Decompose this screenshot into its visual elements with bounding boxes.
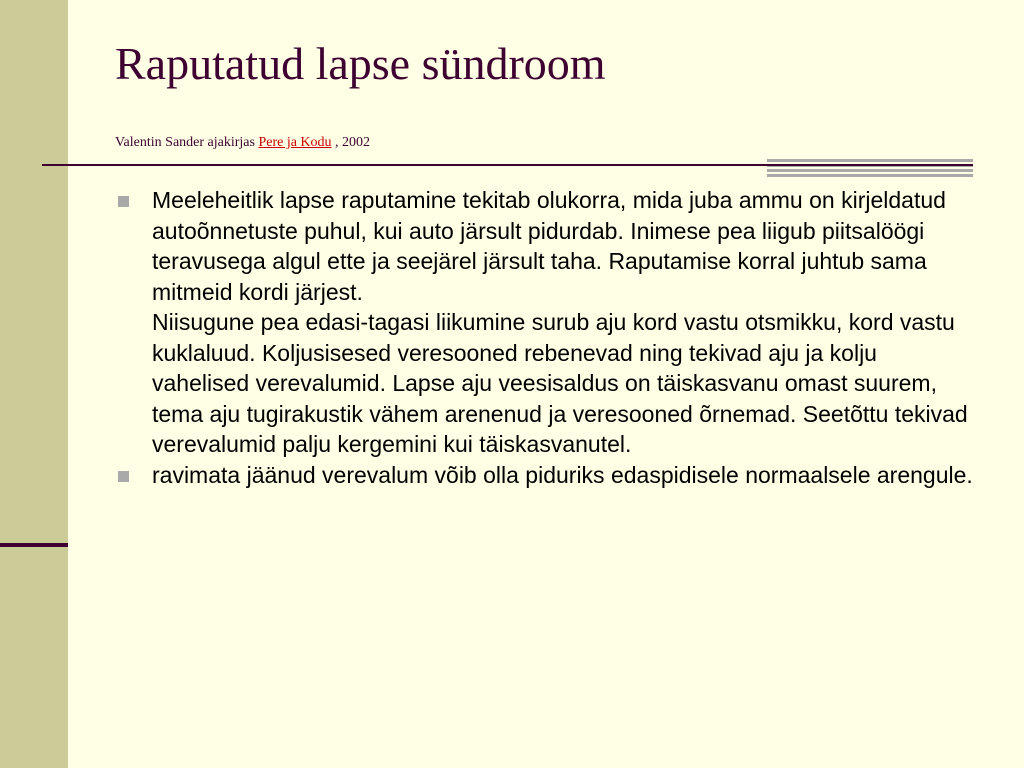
square-bullet-icon bbox=[118, 196, 129, 207]
bullet-item bbox=[115, 185, 975, 460]
bullet-item bbox=[115, 460, 975, 491]
subtitle-author-text: Valentin Sander ajakirjas bbox=[115, 135, 259, 150]
magazine-link[interactable]: Pere ja Kodu bbox=[258, 135, 332, 150]
left-accent-rule bbox=[0, 543, 68, 547]
left-decorative-band bbox=[0, 0, 68, 768]
striped-accent-bar bbox=[767, 159, 973, 178]
bullet-paragraph: Meeleheitlik lapse raputamine tekitab olukorra, mida juba ammu on kirjeldatud autoõnnetuste puhul, kui auto järsult pidurdab. Inimese pea liigub piitsalöögi teravusega algul ette ja seejärel järsult taha. Raputamise korral juhtub sama mitmeid kordi järjest. bbox=[152, 187, 946, 305]
bullet-paragraph: ravimata jäänud verevalum võib olla piduriks edaspidisele normaalsele arengule. bbox=[152, 461, 973, 488]
subtitle-year-text: , 2002 bbox=[331, 135, 371, 150]
divider-overlay bbox=[767, 164, 973, 166]
square-bullet-icon bbox=[118, 471, 129, 482]
slide-subtitle bbox=[115, 134, 370, 152]
bullet-list bbox=[115, 185, 975, 490]
bullet-paragraph: Niisugune pea edasi-tagasi liikumine surub aju kord vastu otsmikku, kord vastu kuklaluud. Koljusisesed veresooned rebenevad ning tekivad aju ja kolju vahelised verevalumid. Lapse aju veesisaldus on täiskasvanu omast suurem, tema aju tugirakustik vähem arenenud ja veresooned õrnemad. Seetõttu tekivad verevalumid palju kergemini kui täiskasvanutel. bbox=[152, 309, 968, 457]
slide-title: Raputatud lapse sündroom bbox=[115, 38, 606, 89]
